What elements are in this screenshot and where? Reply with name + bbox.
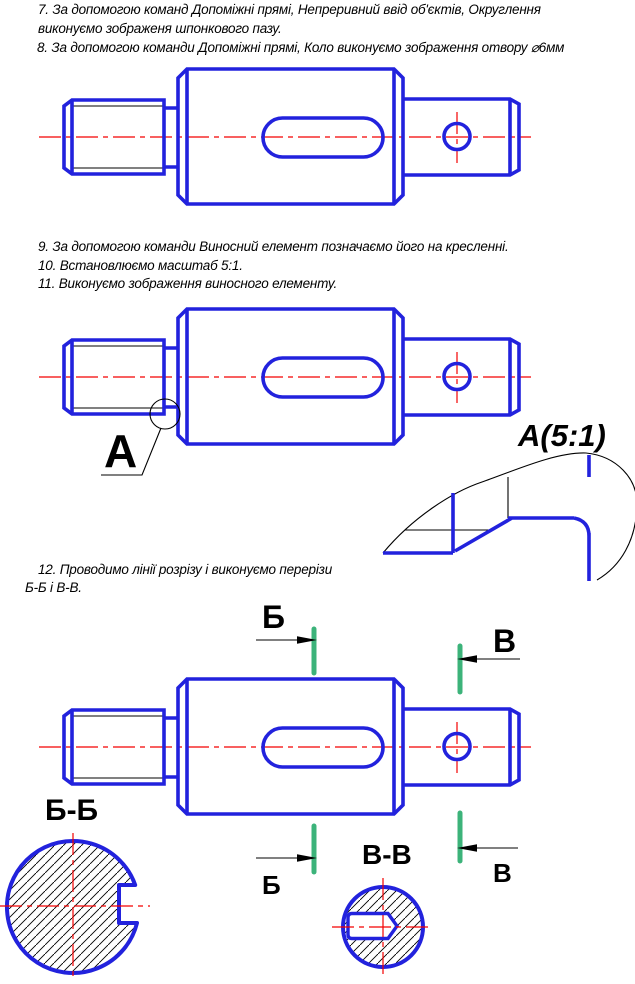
instruction-step8: 8. За допомогою команди Допоміжні прямі, Коло виконуємо зображення отвору ⌀6мм	[37, 40, 565, 55]
section-line-v-bottom	[457, 813, 518, 888]
section-vv-title: В-В	[362, 839, 412, 870]
section-line-b-top	[256, 599, 317, 673]
section-vv-hole-slot	[348, 914, 397, 939]
instruction-step12-line1: 12. Проводимо лінії розрізу і виконуємо перерізи	[38, 562, 333, 577]
section-bb-title: Б-Б	[45, 794, 99, 827]
section-view-vv	[332, 839, 430, 975]
instruction-step12-line2: Б-Б і В-В.	[25, 580, 82, 595]
detail-profile	[383, 455, 589, 581]
detail-callout-a	[101, 399, 180, 477]
instruction-step11: 11. Виконуємо зображення виносного елементу.	[38, 276, 338, 291]
shaft-front-view-3	[39, 679, 531, 814]
detail-view-title: А(5:1)	[518, 418, 606, 453]
instruction-step7-line2: виконуємо зображеня шпонкового пазу.	[38, 21, 282, 36]
detail-thread-lines	[405, 477, 508, 530]
section-line-b-bottom	[256, 826, 317, 900]
label-b-top: Б	[262, 599, 285, 635]
callout-label-a: А	[104, 425, 138, 477]
instruction-step10: 10. Встановлюємо масштаб 5:1.	[38, 258, 243, 273]
instruction-step9: 9. За допомогою команди Виносний елемент позначаємо його на кресленні.	[38, 239, 509, 254]
section-view-bb	[0, 794, 150, 979]
shaft-front-view-2	[39, 309, 531, 444]
label-v-top: В	[493, 623, 517, 659]
label-b-bottom: Б	[262, 870, 281, 900]
detail-view-a51	[383, 418, 635, 581]
label-v-bottom: В	[493, 858, 512, 888]
instruction-step7-line1: 7. За допомогою команд Допоміжні прямі, Непреривний ввід об'єктів, Округлення	[38, 2, 541, 17]
section-line-v-top	[457, 623, 520, 692]
section-bb-hatched-body	[7, 841, 137, 973]
shaft-front-view-1	[39, 69, 531, 204]
